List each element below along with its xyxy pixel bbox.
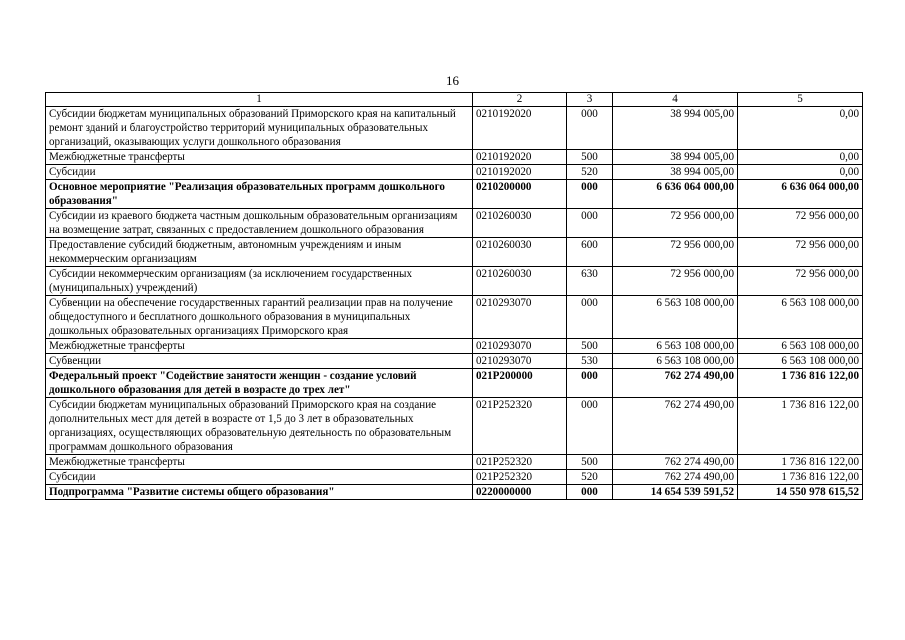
row-sum-column-4-cell: 72 956 000,00 xyxy=(613,238,738,267)
row-type-cell: 520 xyxy=(567,165,613,180)
row-sum-column-5-cell: 1 736 816 122,00 xyxy=(738,470,863,485)
table-row xyxy=(46,107,863,150)
row-type-cell: 000 xyxy=(567,107,613,150)
table-row xyxy=(46,354,863,369)
row-code-cell: 021P200000 xyxy=(473,369,567,398)
table-row xyxy=(46,398,863,455)
row-sum-column-4-cell: 72 956 000,00 xyxy=(613,267,738,296)
row-name-cell: Субсидии бюджетам муниципальных образований Приморского края на капитальный ремонт зданий и благоустройство территорий муниципальных образовательных организаций, оказывающих услуги дошкольного образования xyxy=(46,107,473,150)
row-sum-column-5-cell: 6 563 108 000,00 xyxy=(738,339,863,354)
row-sum-column-4-cell: 6 563 108 000,00 xyxy=(613,339,738,354)
row-type-cell: 000 xyxy=(567,296,613,339)
row-type-cell: 630 xyxy=(567,267,613,296)
row-name-cell: Межбюджетные трансферты xyxy=(46,339,473,354)
row-code-cell: 0210293070 xyxy=(473,354,567,369)
row-sum-column-5-cell: 14 550 978 615,52 xyxy=(738,485,863,500)
row-code-cell: 0210260030 xyxy=(473,209,567,238)
row-sum-column-5-cell: 72 956 000,00 xyxy=(738,267,863,296)
row-code-cell: 0210260030 xyxy=(473,267,567,296)
table-row xyxy=(46,339,863,354)
row-sum-column-5-cell: 6 563 108 000,00 xyxy=(738,354,863,369)
row-code-cell: 0210293070 xyxy=(473,339,567,354)
row-name-cell: Субсидии xyxy=(46,165,473,180)
row-sum-column-5-cell: 0,00 xyxy=(738,107,863,150)
row-code-cell: 0210260030 xyxy=(473,238,567,267)
table-row xyxy=(46,238,863,267)
row-name-cell: Межбюджетные трансферты xyxy=(46,455,473,470)
table-row xyxy=(46,150,863,165)
column-header-3: 3 xyxy=(567,93,613,107)
column-header-5: 5 xyxy=(738,93,863,107)
table-row xyxy=(46,267,863,296)
table-row xyxy=(46,485,863,500)
row-code-cell: 0210192020 xyxy=(473,107,567,150)
row-sum-column-5-cell: 1 736 816 122,00 xyxy=(738,398,863,455)
table-row xyxy=(46,165,863,180)
row-sum-column-5-cell: 1 736 816 122,00 xyxy=(738,455,863,470)
row-name-cell: Субсидии из краевого бюджета частным дошкольным образовательным организациям на возмещение затрат, связанных с предоставлением дошкольного образования xyxy=(46,209,473,238)
table-row xyxy=(46,369,863,398)
row-code-cell: 0210200000 xyxy=(473,180,567,209)
row-name-cell: Основное мероприятие "Реализация образовательных программ дошкольного образования" xyxy=(46,180,473,209)
row-type-cell: 520 xyxy=(567,470,613,485)
row-name-cell: Межбюджетные трансферты xyxy=(46,150,473,165)
row-code-cell: 0210293070 xyxy=(473,296,567,339)
row-sum-column-4-cell: 762 274 490,00 xyxy=(613,455,738,470)
row-name-cell: Подпрограмма "Развитие системы общего образования" xyxy=(46,485,473,500)
row-type-cell: 500 xyxy=(567,150,613,165)
row-type-cell: 000 xyxy=(567,485,613,500)
row-sum-column-4-cell: 38 994 005,00 xyxy=(613,150,738,165)
row-sum-column-4-cell: 6 636 064 000,00 xyxy=(613,180,738,209)
row-sum-column-5-cell: 0,00 xyxy=(738,150,863,165)
row-type-cell: 530 xyxy=(567,354,613,369)
table-header-row xyxy=(46,93,863,107)
row-sum-column-4-cell: 38 994 005,00 xyxy=(613,107,738,150)
row-name-cell: Федеральный проект "Содействие занятости женщин - создание условий дошкольного образования для детей в возрасте до трех лет" xyxy=(46,369,473,398)
table-row xyxy=(46,180,863,209)
column-header-4: 4 xyxy=(613,93,738,107)
row-sum-column-5-cell: 6 636 064 000,00 xyxy=(738,180,863,209)
row-type-cell: 500 xyxy=(567,455,613,470)
row-sum-column-5-cell: 72 956 000,00 xyxy=(738,209,863,238)
row-type-cell: 500 xyxy=(567,339,613,354)
row-code-cell: 021P252320 xyxy=(473,455,567,470)
row-name-cell: Субсидии некоммерческим организациям (за исключением государственных (муниципальных) учреждений) xyxy=(46,267,473,296)
row-code-cell: 0220000000 xyxy=(473,485,567,500)
row-sum-column-4-cell: 6 563 108 000,00 xyxy=(613,296,738,339)
row-sum-column-4-cell: 72 956 000,00 xyxy=(613,209,738,238)
row-type-cell: 000 xyxy=(567,209,613,238)
row-type-cell: 000 xyxy=(567,398,613,455)
row-name-cell: Субвенции на обеспечение государственных гарантий реализации прав на получение общедоступного и бесплатного дошкольного образования в муниципальных дошкольных образовательных организациях Приморского края xyxy=(46,296,473,339)
row-name-cell: Субсидии бюджетам муниципальных образований Приморского края на создание дополнительных мест для детей в возрасте от 1,5 до 3 лет в образовательных организациях, осуществляющих образовательную деятельность по образовательным программам дошкольного образования xyxy=(46,398,473,455)
row-name-cell: Субсидии xyxy=(46,470,473,485)
column-header-2: 2 xyxy=(473,93,567,107)
row-sum-column-4-cell: 6 563 108 000,00 xyxy=(613,354,738,369)
row-type-cell: 000 xyxy=(567,180,613,209)
budget-table xyxy=(45,92,863,500)
row-sum-column-4-cell: 762 274 490,00 xyxy=(613,369,738,398)
table-row xyxy=(46,470,863,485)
row-code-cell: 021P252320 xyxy=(473,398,567,455)
row-sum-column-5-cell: 1 736 816 122,00 xyxy=(738,369,863,398)
row-sum-column-4-cell: 762 274 490,00 xyxy=(613,398,738,455)
column-header-1: 1 xyxy=(46,93,473,107)
page-number: 16 xyxy=(446,73,459,88)
row-name-cell: Субвенции xyxy=(46,354,473,369)
row-sum-column-4-cell: 38 994 005,00 xyxy=(613,165,738,180)
table-row xyxy=(46,455,863,470)
row-code-cell: 0210192020 xyxy=(473,150,567,165)
row-sum-column-4-cell: 14 654 539 591,52 xyxy=(613,485,738,500)
table-row xyxy=(46,296,863,339)
row-sum-column-5-cell: 6 563 108 000,00 xyxy=(738,296,863,339)
row-type-cell: 600 xyxy=(567,238,613,267)
row-type-cell: 000 xyxy=(567,369,613,398)
row-name-cell: Предоставление субсидий бюджетным, автономным учреждениям и иным некоммерческим организациям xyxy=(46,238,473,267)
row-code-cell: 021P252320 xyxy=(473,470,567,485)
table-row xyxy=(46,209,863,238)
row-code-cell: 0210192020 xyxy=(473,165,567,180)
row-sum-column-5-cell: 72 956 000,00 xyxy=(738,238,863,267)
row-sum-column-5-cell: 0,00 xyxy=(738,165,863,180)
row-sum-column-4-cell: 762 274 490,00 xyxy=(613,470,738,485)
